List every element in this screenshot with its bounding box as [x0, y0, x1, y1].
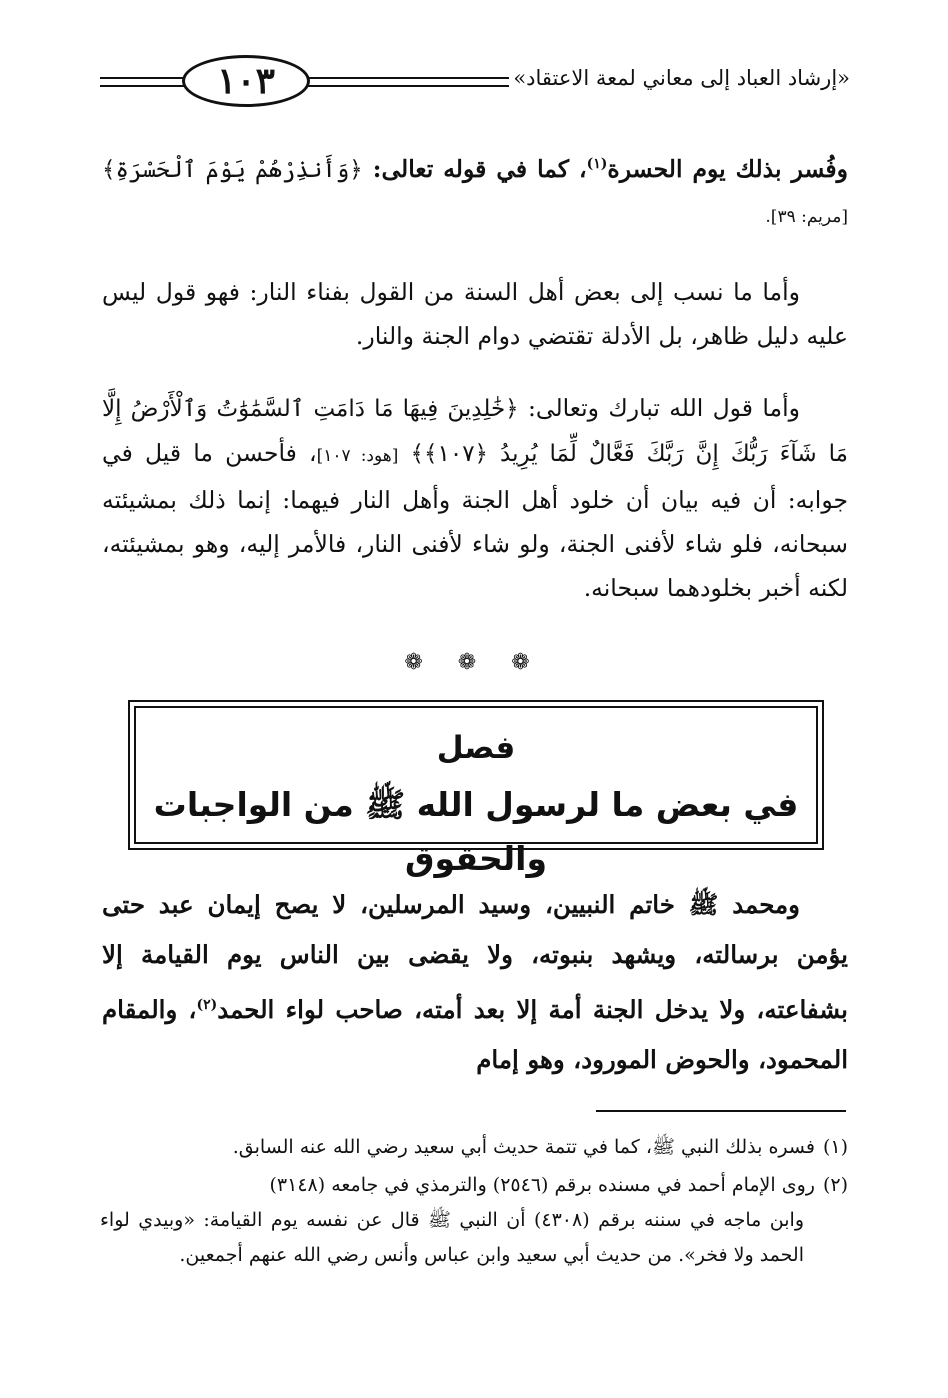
header-rule-left-bottom — [100, 85, 190, 87]
footnote-1-number: (١) — [822, 1136, 848, 1158]
section-title: في بعض ما لرسول الله ﷺ من الواجبات والحقوق — [153, 785, 799, 878]
page-number: ١٠٣ — [182, 55, 310, 107]
paragraph-3 — [102, 386, 848, 610]
paragraph-4 — [102, 880, 848, 1085]
paragraph-2: وأما ما نسب إلى بعض أهل السنة من القول بفناء النار: فهو قول ليس عليه دليل ظاهر، بل الأدلة تقتضي دوام الجنة والنار. — [102, 278, 848, 350]
footnote-2-number: (٢) — [822, 1174, 848, 1196]
running-title: «إرشاد العباد إلى معاني لمعة الاعتقاد» — [509, 66, 850, 90]
footnote-rule — [596, 1110, 846, 1112]
footnote-1-text: فسره بذلك النبي ﷺ، كما في تتمة حديث أبي سعيد رضي الله عنه السابق. — [232, 1136, 815, 1158]
quran-verse-maryam: ﴿وَأَنذِرْهُمْ يَوْمَ ٱلْحَسْرَةِ﴾ — [102, 156, 363, 183]
quran-verse-hud: ﴿خَٰلِدِينَ فِيهَا مَا دَامَتِ ٱلسَّمَٰوَٰتُ وَٱلْأَرْضُ إِلَّا مَا شَآءَ رَبُّكَ إِنَّ رَبَّكَ فَعَّالٌ لِّمَا يُرِيدُ ﴿١٠٧﴾﴾ — [102, 396, 848, 467]
verse-ref-maryam: [مريم: ٣٩]. — [765, 206, 848, 227]
page-header — [100, 52, 850, 116]
footnote-mark-1: (١) — [586, 156, 608, 172]
section-heading-box — [128, 700, 824, 878]
p3-lead: وأما قول الله تبارك وتعالى: — [518, 394, 800, 422]
footnote-2-continued: وابن ماجه في سننه برقم (٤٣٠٨) أن النبي ﷺ قال عن نفسه يوم القيامة: «وبيدي لواء الحمد ولا فخر». من حديث أبي سعيد وابن عباس وأنس رضي الله عنهم أجمعين. — [100, 1209, 804, 1266]
p3-tail: ، فأحسن ما قيل في جوابه: أن فيه بيان أن خلود أهل الجنة وأهل النار فيهما: إنما ذلك بمشيئته سبحانه، فلو شاء لأفنى الجنة، ولو شاء لأفنى النار، فالأمر إليه، وهو بمشيئته، لكنه أخبر بخلودهما سبحانه. — [102, 439, 848, 602]
section-separator: ❁ ❁ ❁ — [404, 650, 544, 675]
section-heading: فصل — [436, 730, 516, 766]
footnote-mark-2: (٢) — [196, 997, 218, 1013]
footnote-2-line1: روى الإمام أحمد في مسنده برقم (٢٥٤٦) والترمذي في جامعه (٣١٤٨) — [269, 1174, 815, 1196]
paragraph-1 — [102, 142, 848, 239]
section-heading-inner — [134, 706, 818, 878]
p1-mid: ، كما في قوله تعالى: — [362, 154, 587, 183]
verse-ref-hud: [هود: ١٠٧] — [316, 446, 399, 466]
p1-text: وفُسر بذلك يوم الحسرة — [607, 154, 849, 183]
p4-tail: ، والمقام المحمود، والحوض المورود، وهو إمام — [102, 995, 848, 1075]
p4-text: ومحمد ﷺ خاتم النبيين، وسيد المرسلين، لا يصح إيمان عبد حتى يؤمن برسالته، ويشهد بنبوته، ولا يقضى بين الناس يوم القيامة إلا بشفاعته، ولا يدخل الجنة أمة إلا بعد أمته، صاحب لواء الحمد — [102, 890, 848, 1025]
footnote-2 — [100, 1168, 848, 1203]
header-rule-left-top — [100, 77, 190, 79]
footnote-1 — [100, 1130, 848, 1165]
